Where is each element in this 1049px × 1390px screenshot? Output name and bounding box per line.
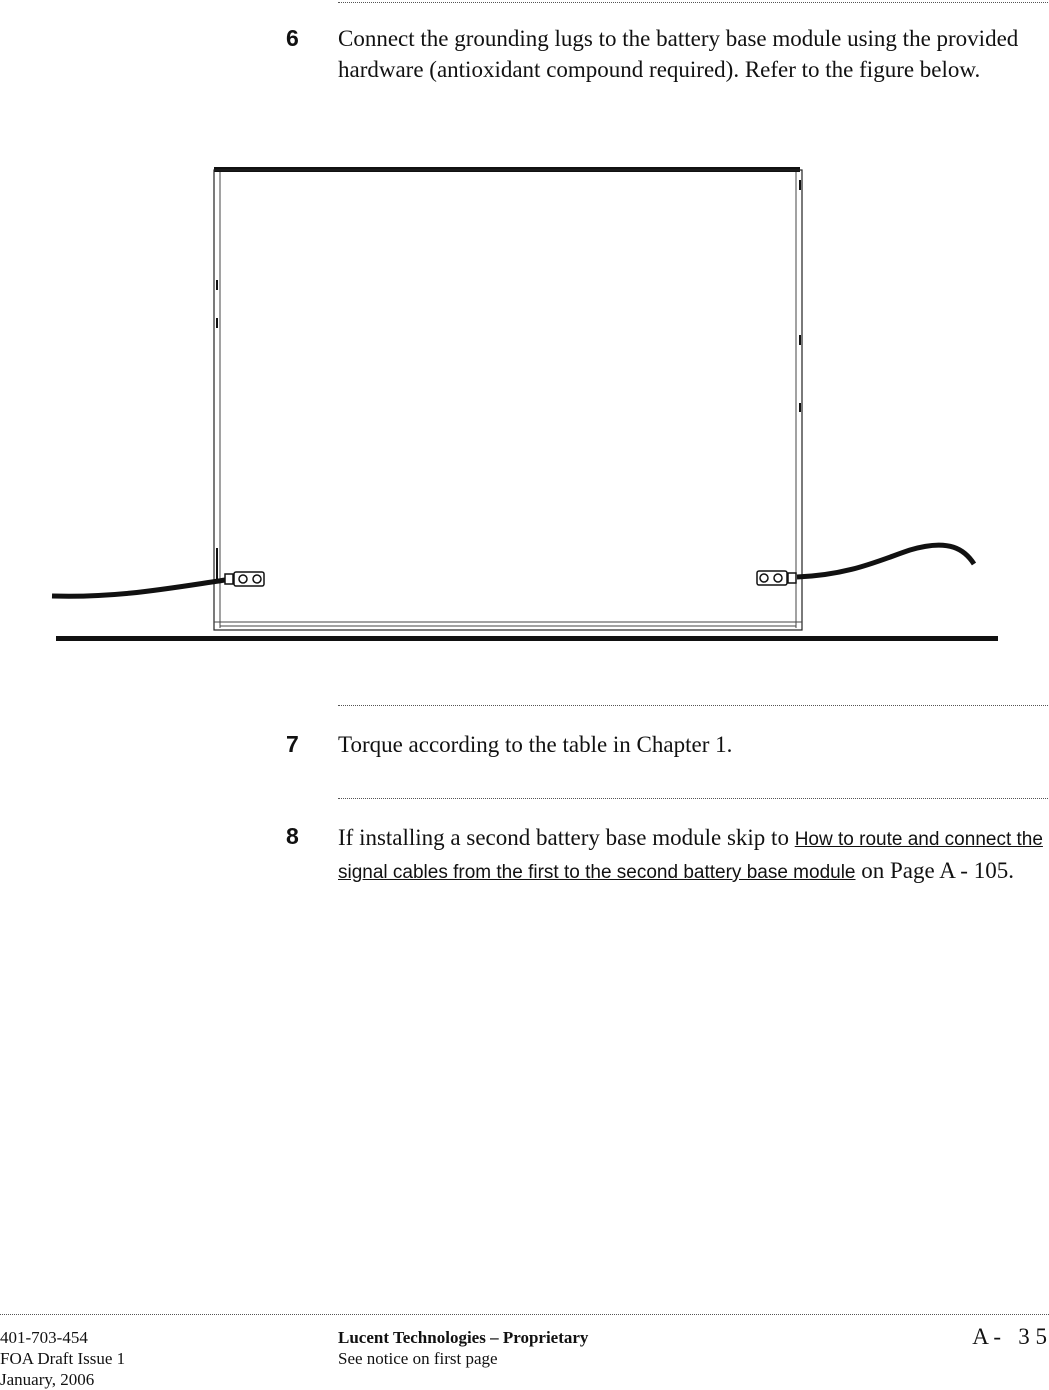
right-ground-cable bbox=[797, 545, 974, 577]
company-proprietary: Lucent Technologies – Proprietary bbox=[338, 1328, 589, 1347]
document-issue: FOA Draft Issue 1 bbox=[0, 1349, 126, 1368]
footer-document-info bbox=[0, 1327, 125, 1390]
footer-proprietary-notice bbox=[338, 1327, 588, 1369]
step-6-text: Connect the grounding lugs to the battery base module using the provided hardware (antioxidant compound required). Refer to the figure below. bbox=[338, 26, 1019, 82]
step-7-text: Torque according to the table in Chapter 1. bbox=[338, 732, 733, 757]
document-date: January, 2006 bbox=[0, 1370, 95, 1389]
step-separator-top bbox=[338, 2, 1048, 3]
step-8-number: 8 bbox=[286, 823, 299, 849]
module-outline bbox=[214, 170, 802, 630]
notice-text: See notice on first page bbox=[338, 1349, 498, 1368]
step-8-text-before: If installing a second battery base module skip to bbox=[338, 825, 795, 850]
step-separator bbox=[338, 705, 1048, 706]
document-number: 401-703-454 bbox=[0, 1328, 88, 1347]
step-7-number: 7 bbox=[286, 731, 299, 757]
step-separator bbox=[338, 798, 1048, 799]
cross-reference-link[interactable]: How to route and connect the signal cables from the first to the second battery base module bbox=[338, 829, 1043, 883]
page-number: A - 3 5 bbox=[972, 1324, 1047, 1349]
step-8-text bbox=[338, 822, 1048, 888]
step-6-number: 6 bbox=[286, 25, 299, 51]
left-ground-cable bbox=[52, 579, 232, 596]
step-8-text-after: on Page A - 105. bbox=[855, 858, 1014, 883]
battery-base-module-figure bbox=[0, 150, 1049, 650]
floor-line bbox=[56, 636, 998, 641]
footer-rule bbox=[0, 1314, 1049, 1315]
